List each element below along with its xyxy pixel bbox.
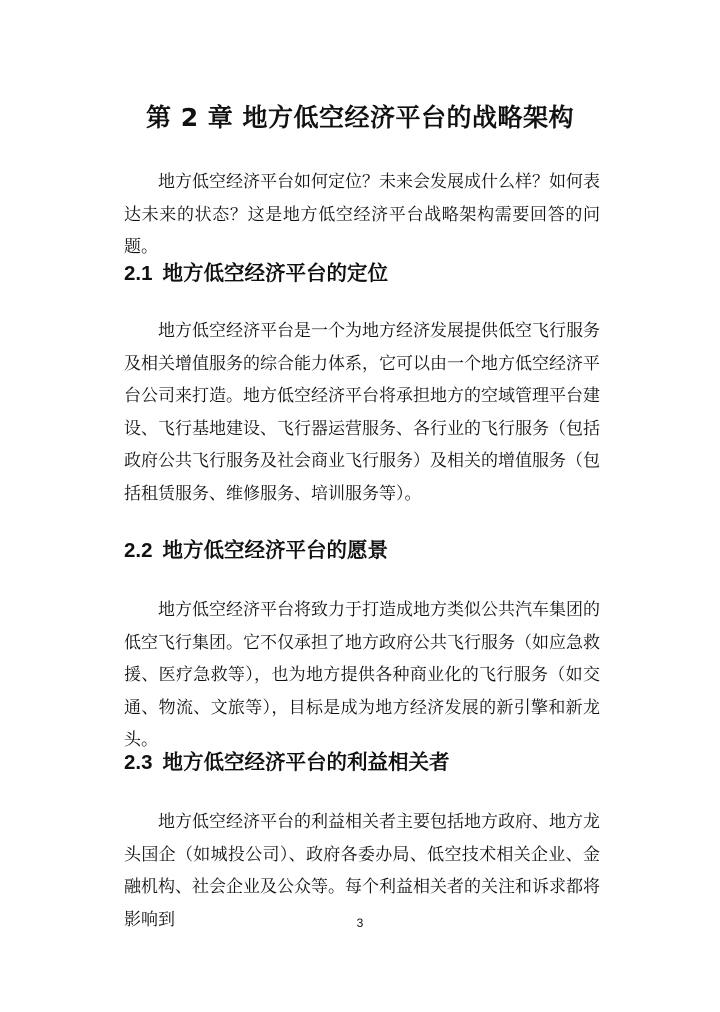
section-number: 2.2 (124, 539, 153, 562)
intro-paragraph (124, 166, 600, 264)
section-heading-2-1 (124, 256, 388, 286)
section-heading-2-2 (124, 533, 388, 563)
section-number: 2.3 (124, 751, 153, 774)
section-2-1-paragraph (124, 315, 600, 510)
page-number: 3 (356, 916, 364, 930)
section-title: 地方低空经济平台的利益相关者 (162, 750, 450, 774)
chapter-title: 第 2 章 地方低空经济平台的战略架构 (145, 103, 574, 132)
section-text: 地方低空经济平台的利益相关者主要包括地方政府、地方龙头国企（如城投公司）、政府各委办局、低空技术相关企业、金融机构、社会企业及公众等。每个利益相关者的关注和诉求都将影响到 (124, 812, 600, 930)
section-text: 地方低空经济平台将致力于打造成地方类似公共汽车集团的低空飞行集团。它不仅承担了地方政府公共飞行服务（如应急救援、医疗急救等），也为地方提供各种商业化的飞行服务（如交通、物流、文旅等），目标是成为地方经济发展的新引擎和新龙头。 (124, 600, 600, 750)
section-number: 2.1 (124, 262, 153, 285)
section-heading-2-3 (124, 745, 450, 775)
intro-text: 地方低空经济平台如何定位？未来会发展成什么样？如何表达未来的状态？这是地方低空经济平台战略架构需要回答的问题。 (124, 172, 600, 257)
section-title: 地方低空经济平台的愿景 (162, 538, 388, 562)
section-2-2-paragraph (124, 594, 600, 757)
section-title: 地方低空经济平台的定位 (162, 261, 388, 285)
section-text: 地方低空经济平台是一个为地方经济发展提供低空飞行服务及相关增值服务的综合能力体系，它可以由一个地方低空经济平台公司来打造。地方低空经济平台将承担地方的空域管理平台建设、飞行基地建设、飞行器运营服务、各行业的飞行服务（包括政府公共飞行服务及社会商业飞行服务）及相关的增值服务（包括租赁服务、维修服务、培训服务等）。 (124, 321, 600, 504)
